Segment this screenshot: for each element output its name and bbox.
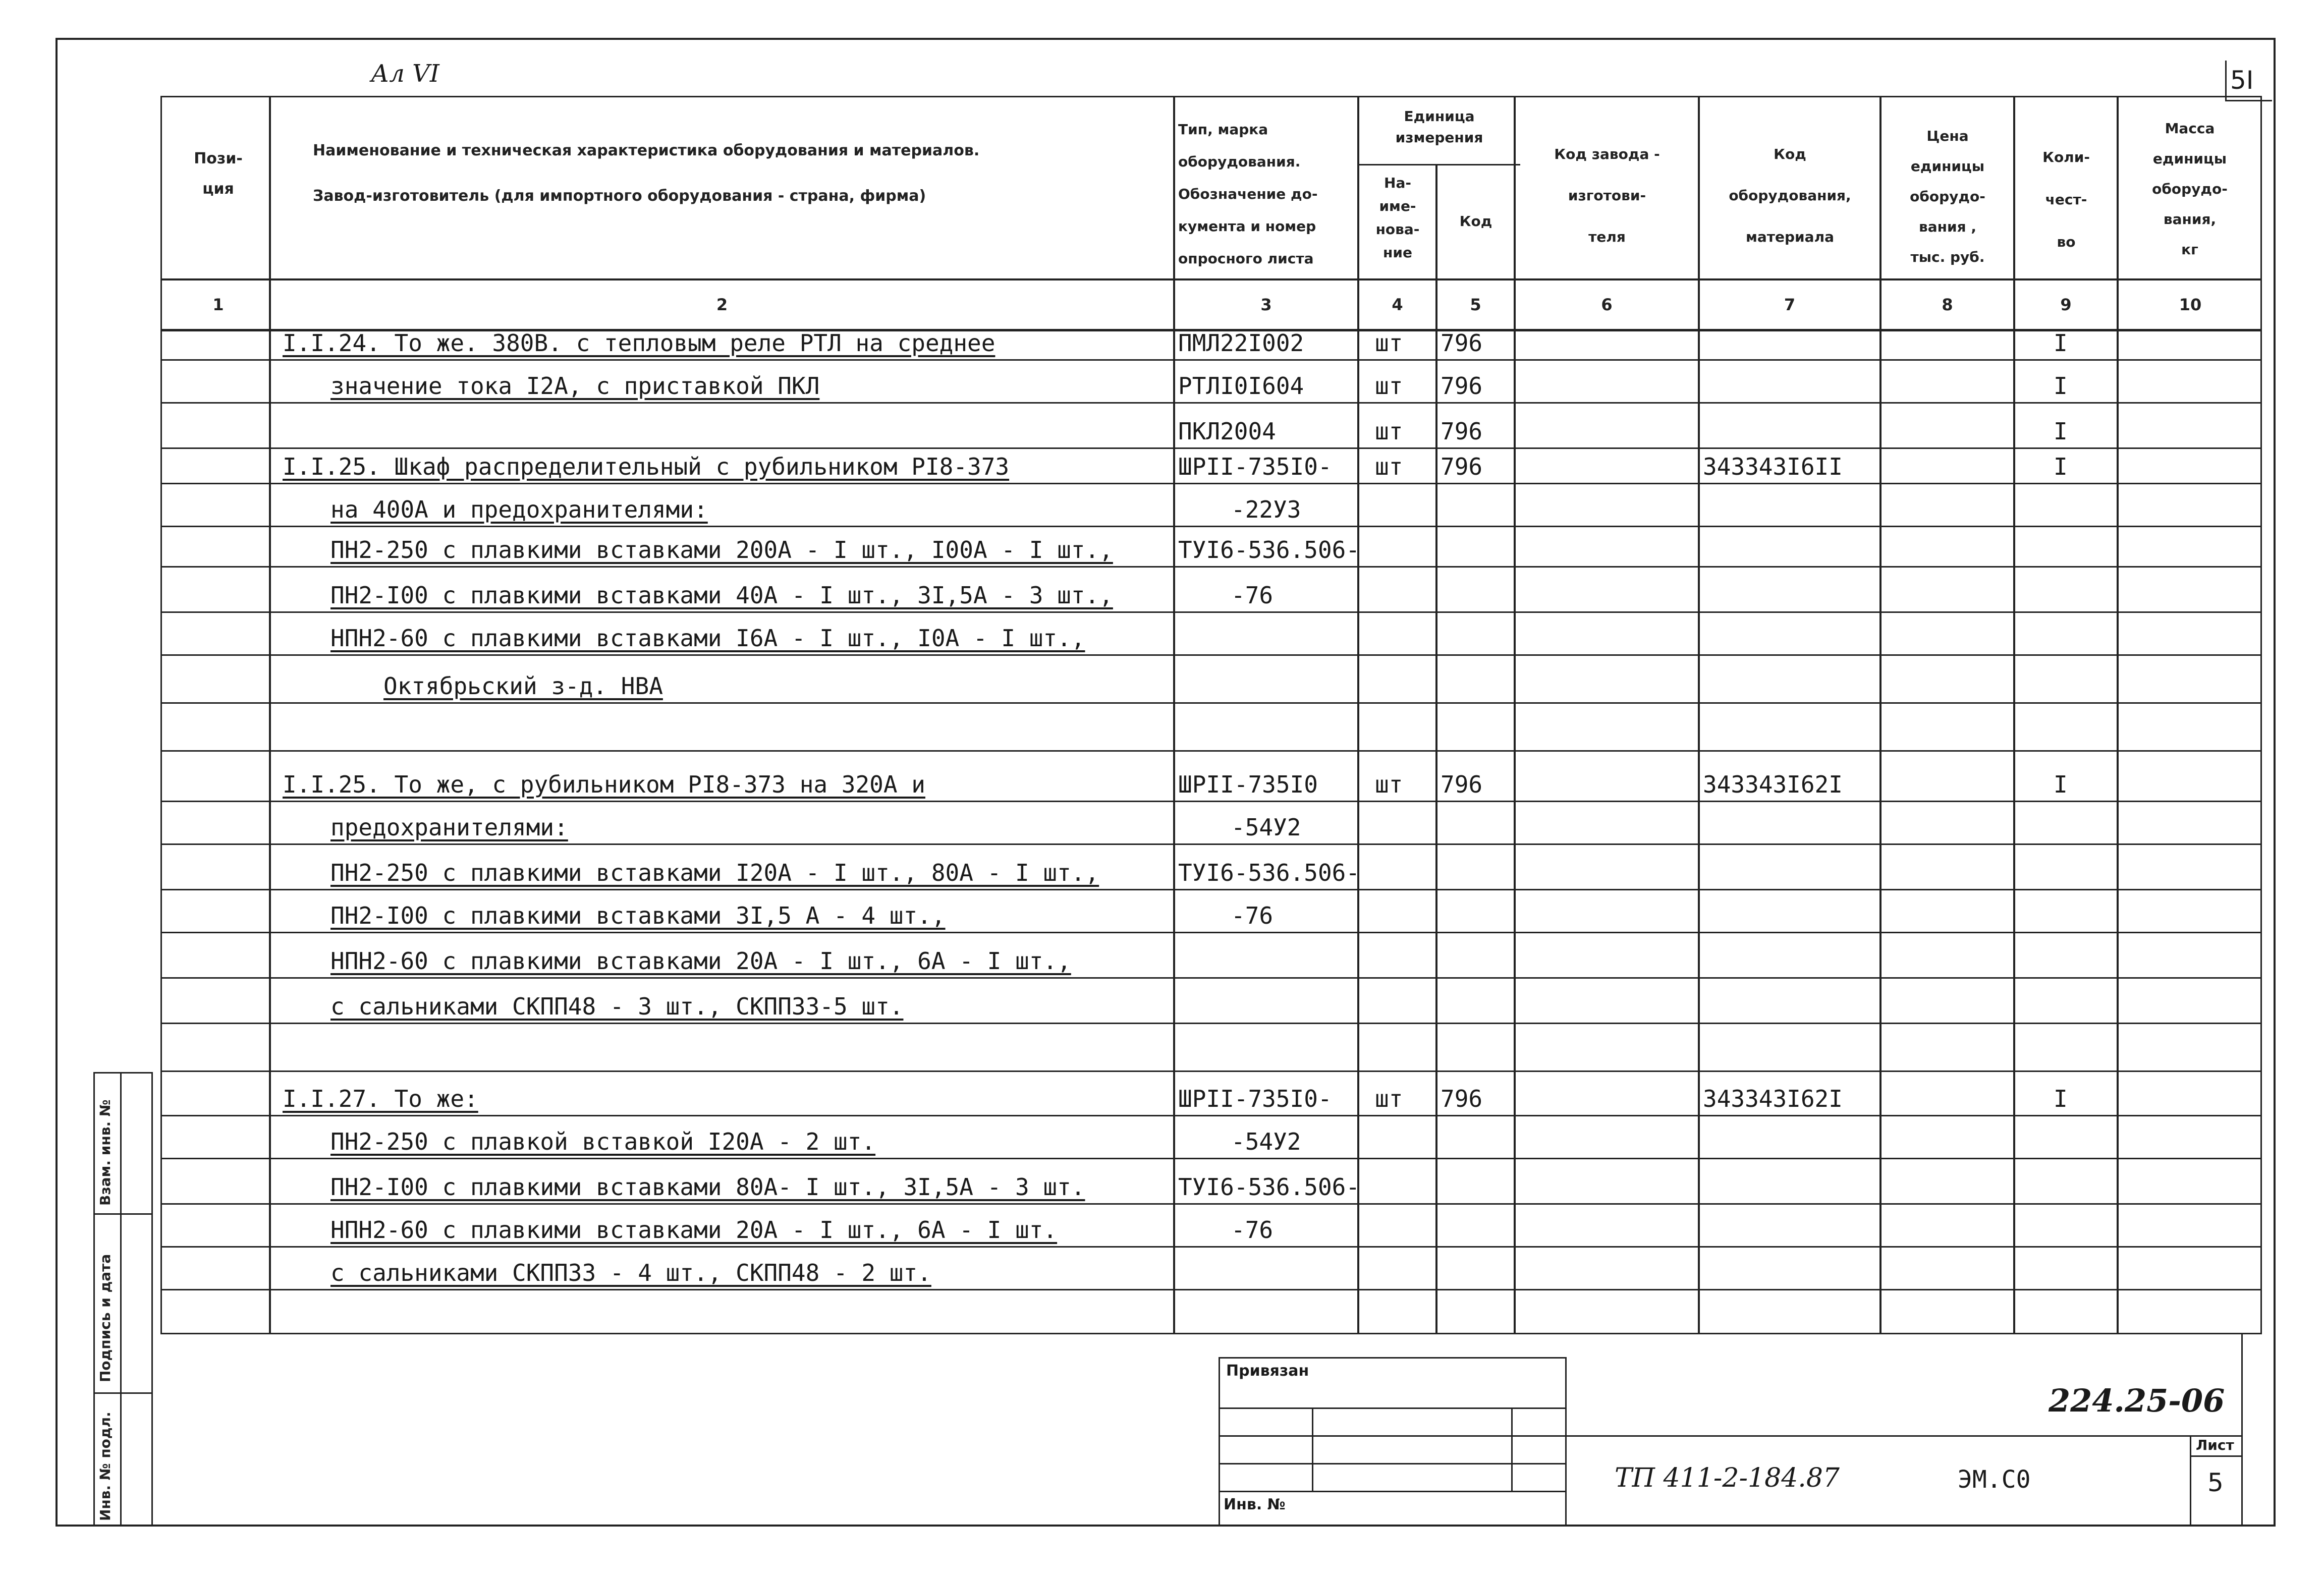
colnum-2: 2 bbox=[716, 295, 728, 314]
item-name: ПН2-I00 с плавкими вставками 3I,5 А - 4 шт., bbox=[330, 902, 946, 929]
sheet-label: Лист bbox=[2196, 1437, 2234, 1453]
item-unit-code: 796 bbox=[1441, 1085, 1483, 1112]
colnum-4: 4 bbox=[1392, 295, 1403, 314]
sheet-number: 5I bbox=[2230, 66, 2254, 95]
doc-number: ТП 411-2-184.87 bbox=[1615, 1463, 1840, 1493]
item-quantity: I bbox=[2054, 1085, 2068, 1112]
item-unit: шт bbox=[1375, 329, 1403, 357]
item-type: ПМЛ22I002 bbox=[1178, 329, 1304, 357]
item-name: I.I.25. Шкаф распределительный с рубильником РI8-373 bbox=[283, 453, 1010, 480]
hdr-price: Цена единицы оборудо- вания , тыс. руб. bbox=[1910, 128, 1985, 265]
item-name: предохранителями: bbox=[330, 814, 568, 841]
side-strip-h1 bbox=[93, 1213, 153, 1215]
item-name: ПН2-I00 с плавкими вставками 40А - I шт., 3I,5А - 3 шт., bbox=[330, 582, 1113, 609]
item-unit-code: 796 bbox=[1441, 418, 1483, 445]
item-quantity: I bbox=[2054, 372, 2068, 400]
vline-6 bbox=[1698, 96, 1700, 1334]
item-name: значение тока I2А, с приставкой ПКЛ bbox=[330, 372, 820, 400]
item-type: ТУI6-536.506- bbox=[1178, 1173, 1360, 1201]
item-unit: шт bbox=[1375, 372, 1403, 400]
row-divider bbox=[160, 611, 2262, 613]
stamp-right-border bbox=[2241, 1334, 2243, 1526]
row-divider bbox=[160, 1158, 2262, 1159]
item-name: ПН2-250 с плавкими вставками I20А - I шт., 80А - I шт., bbox=[330, 859, 1099, 886]
sheet-value: 5 bbox=[2207, 1468, 2224, 1497]
row-divider bbox=[160, 801, 2262, 802]
row-divider bbox=[160, 932, 2262, 933]
side-label-podpis: Подпись и дата bbox=[97, 1254, 114, 1382]
hdr-name-line2: Завод-изготовитель (для импортного оборудования - страна, фирма) bbox=[313, 187, 926, 205]
archive-number: 224.25-06 bbox=[2049, 1382, 2225, 1419]
item-type: ПКЛ2004 bbox=[1178, 418, 1276, 445]
row-divider bbox=[160, 1289, 2262, 1290]
colnum-1: 1 bbox=[212, 295, 224, 314]
hdr-quantity: Коли- чест- во bbox=[2042, 149, 2090, 250]
item-unit: шт bbox=[1375, 453, 1403, 480]
row-divider bbox=[160, 654, 2262, 656]
side-label-inv-podl: Инв. № подл. bbox=[97, 1412, 114, 1521]
row-divider bbox=[160, 1115, 2262, 1116]
title-block-top bbox=[1567, 1435, 2243, 1437]
item-equip-code: 343343I6II bbox=[1703, 453, 1843, 480]
row-divider bbox=[160, 483, 2262, 484]
hdr-factory-code: Код завода - изготови- теля bbox=[1554, 146, 1660, 245]
bound-line-3 bbox=[1219, 1463, 1567, 1464]
item-name: НПН2-60 с плавкими вставками 20А - I шт., 6А - I шт., bbox=[330, 947, 1071, 975]
item-name: НПН2-60 с плавкими вставками 20А - I шт., 6А - I шт. bbox=[330, 1216, 1058, 1244]
item-type: ТУI6-536.506- bbox=[1178, 536, 1360, 563]
hdr-name-line1: Наименование и техническая характеристика оборудования и материалов. bbox=[313, 142, 980, 159]
colnum-3: 3 bbox=[1260, 295, 1272, 314]
item-unit-code: 796 bbox=[1441, 453, 1483, 480]
row-divider bbox=[160, 1023, 2262, 1024]
item-type: ШРII-735I0- bbox=[1178, 453, 1332, 480]
item-unit-code: 796 bbox=[1441, 329, 1483, 357]
item-type: -76 bbox=[1231, 582, 1274, 609]
vline-9 bbox=[2117, 96, 2119, 1334]
row-divider bbox=[160, 1203, 2262, 1205]
item-name: I.I.25. То же, с рубильником РI8-373 на 320А и bbox=[283, 771, 925, 798]
item-type: РТЛI0I604 bbox=[1178, 372, 1304, 400]
item-type: ТУI6-536.506- bbox=[1178, 859, 1360, 886]
bound-vline-1 bbox=[1312, 1407, 1313, 1491]
item-unit: шт bbox=[1375, 771, 1403, 798]
item-name: Октябрьский з-д. НВА bbox=[383, 672, 663, 700]
item-type: ШРII-735I0 bbox=[1178, 771, 1318, 798]
inv-label: Инв. № bbox=[1224, 1496, 1286, 1513]
item-equip-code: 343343I62I bbox=[1703, 1085, 1843, 1112]
bound-line-4 bbox=[1219, 1491, 1567, 1492]
side-strip-h2 bbox=[93, 1392, 153, 1394]
item-name: I.I.27. То же: bbox=[283, 1085, 478, 1112]
row-divider bbox=[160, 402, 2262, 404]
item-unit: шт bbox=[1375, 418, 1403, 445]
item-name: на 400А и предохранителями: bbox=[330, 496, 708, 523]
bound-label: Привязан bbox=[1226, 1362, 1309, 1380]
item-quantity: I bbox=[2054, 771, 2068, 798]
units-divider bbox=[1359, 164, 1520, 165]
item-name: с сальниками СКПП48 - 3 шт., СКПП33-5 шт. bbox=[330, 993, 904, 1020]
item-type: ШРII-735I0- bbox=[1178, 1085, 1332, 1112]
item-quantity: I bbox=[2054, 453, 2068, 480]
item-type: -54У2 bbox=[1231, 814, 1301, 841]
bound-vline-2 bbox=[1511, 1407, 1513, 1491]
item-type: -76 bbox=[1231, 902, 1274, 929]
item-name: I.I.24. То же. 380В. с тепловым реле РТЛ на среднее bbox=[283, 329, 995, 357]
sheet-box-left bbox=[2190, 1435, 2191, 1526]
row-divider bbox=[160, 526, 2262, 527]
vline-2 bbox=[1173, 96, 1175, 1334]
item-unit-code: 796 bbox=[1441, 771, 1483, 798]
sheet-box-mid bbox=[2190, 1455, 2243, 1457]
colnum-10: 10 bbox=[2179, 295, 2202, 314]
bound-line-1 bbox=[1219, 1407, 1567, 1409]
colnum-9: 9 bbox=[2060, 295, 2072, 314]
vline-7 bbox=[1879, 96, 1882, 1334]
vline-5 bbox=[1514, 96, 1516, 1334]
hdr-unit-name: На- име- нова- ние bbox=[1375, 175, 1420, 261]
row-divider bbox=[160, 977, 2262, 979]
colnum-8: 8 bbox=[1942, 295, 1953, 314]
row-divider bbox=[160, 1070, 2262, 1072]
header-divider bbox=[160, 278, 2262, 280]
row-divider bbox=[160, 447, 2262, 449]
vline-1 bbox=[269, 96, 271, 1334]
hdr-mass: Масса единицы оборудо- вания, кг bbox=[2152, 120, 2228, 258]
item-name: ПН2-250 с плавкими вставками 200А - I шт., I00А - I шт., bbox=[330, 536, 1113, 563]
vline-8 bbox=[2013, 96, 2015, 1334]
doc-mark: ЭМ.С0 bbox=[1958, 1465, 2031, 1494]
bottom-frame-line bbox=[56, 1525, 2276, 1527]
item-name: НПН2-60 с плавкими вставками I6А - I шт., I0А - I шт., bbox=[330, 625, 1085, 652]
item-name: с сальниками СКПП33 - 4 шт., СКПП48 - 2 шт. bbox=[330, 1259, 931, 1286]
colnum-5: 5 bbox=[1470, 295, 1481, 314]
hdr-type: Тип, марка оборудования. Обозначение до- кумента и номер опросного листа bbox=[1178, 121, 1318, 267]
row-divider bbox=[160, 889, 2262, 890]
hdr-units-group: Единица измерения bbox=[1395, 108, 1483, 146]
item-equip-code: 343343I62I bbox=[1703, 771, 1843, 798]
side-strip-vline bbox=[120, 1072, 122, 1526]
item-type: -22У3 bbox=[1231, 496, 1301, 523]
row-divider bbox=[160, 702, 2262, 704]
row-divider bbox=[160, 566, 2262, 568]
item-type: -54У2 bbox=[1231, 1128, 1301, 1155]
hdr-unit-code: Код bbox=[1459, 213, 1492, 230]
row-divider bbox=[160, 843, 2262, 845]
row-divider bbox=[160, 359, 2262, 361]
side-label-vzam: Взам. инв. № bbox=[97, 1099, 114, 1206]
item-name: ПН2-250 с плавкой вставкой I20А - 2 шт. bbox=[330, 1128, 876, 1155]
row-divider bbox=[160, 1246, 2262, 1248]
colnum-7: 7 bbox=[1784, 295, 1796, 314]
item-type: -76 bbox=[1231, 1216, 1274, 1244]
item-quantity: I bbox=[2054, 329, 2068, 357]
vline-3 bbox=[1357, 96, 1359, 1334]
item-unit: шт bbox=[1375, 1085, 1403, 1112]
album-label: Ал VI bbox=[371, 60, 439, 88]
item-quantity: I bbox=[2054, 418, 2068, 445]
item-unit-code: 796 bbox=[1441, 372, 1483, 400]
hdr-position: Пози- ция bbox=[194, 150, 243, 198]
row-divider bbox=[160, 750, 2262, 752]
colnum-6: 6 bbox=[1601, 295, 1613, 314]
bound-line-2 bbox=[1219, 1435, 1567, 1437]
hdr-equip-code: Код оборудования, материала bbox=[1729, 146, 1851, 245]
item-name: ПН2-I00 с плавкими вставками 80А- I шт., 3I,5А - 3 шт. bbox=[330, 1173, 1085, 1201]
